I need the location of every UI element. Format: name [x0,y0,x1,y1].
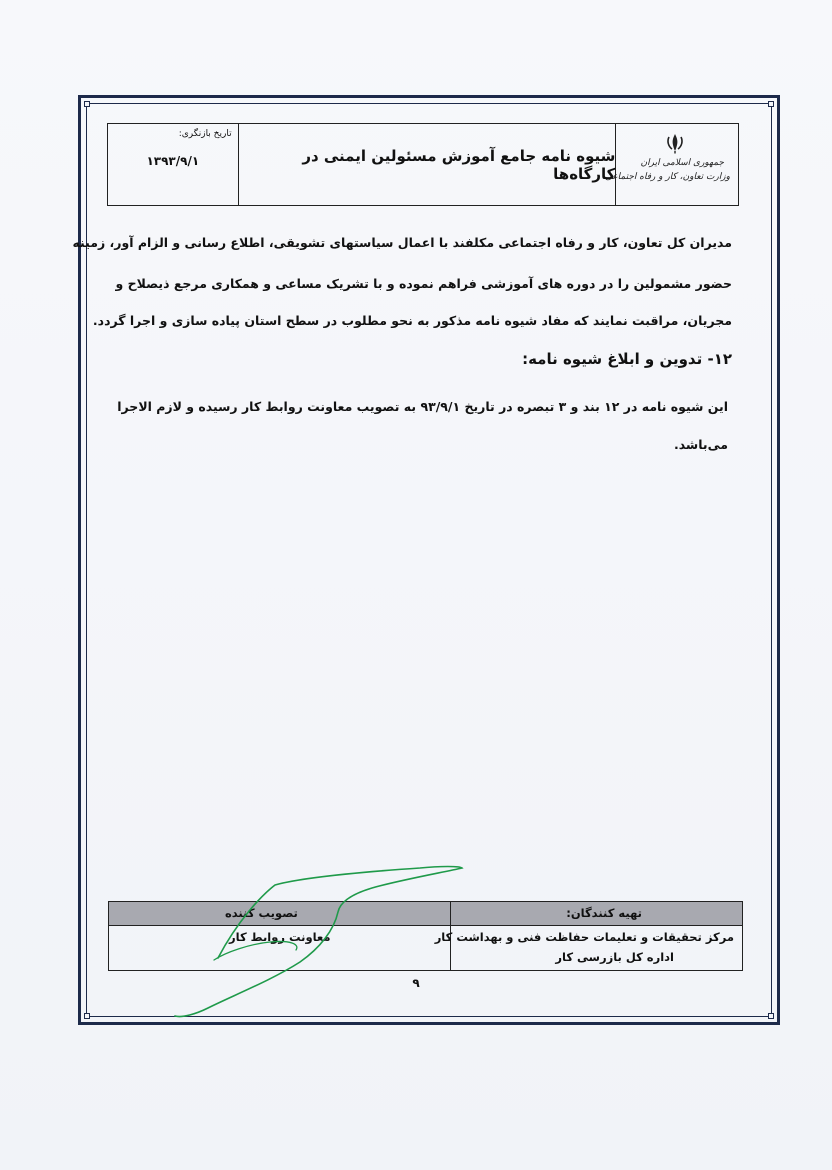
paragraph-line: حضور مشمولین را در دوره های آموزشی فراهم نموده و با تشریک مساعی و همکاری مرجع ذیصلاح و [115,276,732,291]
prepared-by-line2: اداره کل بازرسی کار [555,950,674,964]
approved-by-value: معاونت روابط کار [229,930,331,944]
section-text-line: می‌باشد. [673,437,728,452]
paragraph-line: مدیران کل تعاون، کار و رفاه اجتماعی مکلفند با اعمال سیاستهای تشویقی، اطلاع رسانی و الزام آور، زمینه [72,235,732,250]
frame-corner [768,1013,774,1019]
revision-date-label: تاریخ بازنگری: [178,129,232,139]
paragraph-line: مجریان، مراقبت نمایند که مفاد شیوه نامه مذکور به نحو مطلوب در سطح استان پیاده سازی و اجرا گردد. [92,313,732,328]
document-header [107,123,739,206]
page-number: ۹ [412,976,420,990]
revision-date-value: ۱۳۹۳/۹/۱ [146,154,200,168]
frame-corner [768,101,774,107]
prepared-by-line1: مرکز تحقیقات و تعلیمات حفاظت فنی و بهداشت کار [434,930,734,944]
prepared-by-label: تهیه کنندگان: [566,906,642,920]
logo-cell [604,124,738,205]
section-heading: ۱۲- تدوین و ابلاغ شیوه نامه: [522,350,732,368]
approval-table-header [109,902,742,926]
approval-table [108,901,743,971]
logo-text-ministry: وزارت تعاون، کار و رفاه اجتماعی [604,172,730,182]
date-cell [108,124,238,205]
section-text-line: این شیوه نامه در ۱۲ بند و ۳ تبصره در تاریخ ۹۳/۹/۱ به تصویب معاونت روابط کار رسیده و لازم الاجرا [117,399,728,414]
approved-by-label: تصویب کننده [225,906,298,920]
document-title: شیوه نامه جامع آموزش مسئولین ایمنی در کارگاه‌ها [302,146,616,183]
title-cell [238,124,616,205]
frame-corner [84,101,90,107]
logo-text-country: جمهوری اسلامی ایران [640,158,724,168]
frame-corner [84,1013,90,1019]
iran-emblem-icon [664,132,686,154]
